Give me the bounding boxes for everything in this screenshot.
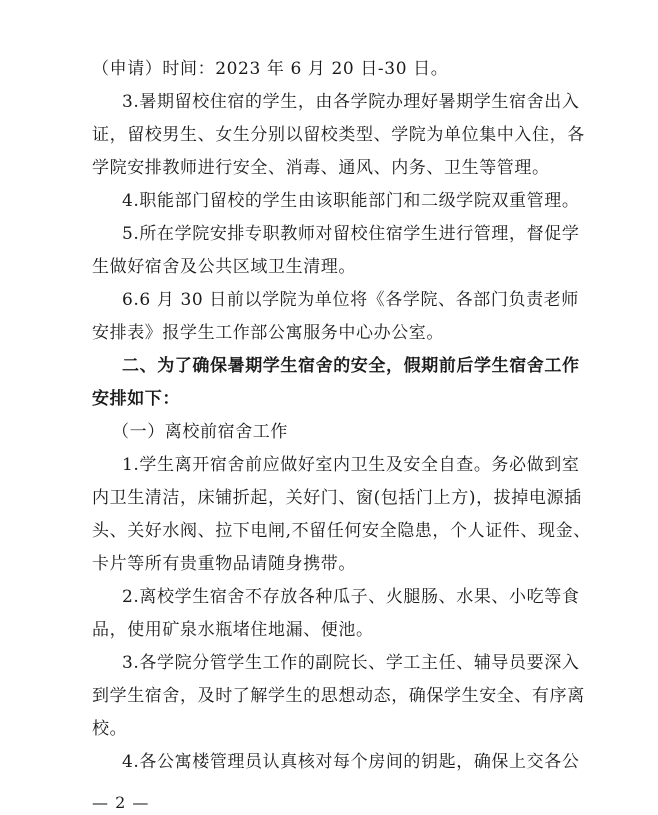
text-line-9: 安排表》报学生工作部公寓服务中心办公室。	[92, 323, 444, 343]
text-line-20: 到学生宿舍，及时了解学生的思想动态，确保学生安全、有序离	[92, 686, 585, 706]
text-line-7: 生做好宿舍及公共区域卫生清理。	[92, 257, 356, 277]
text-line-15: 头、关好水阀、拉下电闸,不留任何安全隐患，个人证件、现金、	[92, 521, 591, 541]
section-heading-line-2: 安排如下：	[92, 389, 180, 409]
text-line-14: 内卫生清洁，床铺折起，关好门、窗(包括门上方)，拔掉电源插	[92, 488, 582, 508]
text-line-1: （申请）时间：2023 年 6 月 20 日-30 日。	[92, 59, 449, 79]
text-line-8: 6.6 月 30 日前以学院为单位将《各学院、各部门负责老师	[122, 290, 579, 310]
page-number: — 2 —	[92, 793, 150, 812]
text-line-6: 5.所在学院安排专职教师对留校住宿学生进行管理，督促学	[122, 224, 580, 244]
section-heading-line-1: 二、为了确保暑期学生宿舍的安全，假期前后学生宿舍工作	[122, 356, 580, 376]
text-line-3: 证，留校男生、女生分别以留校类型、学院为单位集中入住，各	[92, 125, 585, 145]
text-line-13: 1.学生离开宿舍前应做好室内卫生及安全自查。务必做到室	[122, 455, 580, 475]
text-line-4: 学院安排教师进行安全、消毒、通风、内务、卫生等管理。	[92, 158, 550, 178]
subsection-heading: （一）离校前宿舍工作	[112, 422, 288, 442]
text-line-16: 卡片等所有贵重物品请随身携带。	[92, 554, 356, 574]
text-line-17: 2.离校学生宿舍不存放各种瓜子、火腿肠、水果、小吃等食	[122, 587, 580, 607]
text-line-2: 3.暑期留校住宿的学生，由各学院办理好暑期学生宿舍出入	[122, 92, 580, 112]
text-line-19: 3.各学院分管学生工作的副院长、学工主任、辅导员要深入	[122, 653, 580, 673]
text-line-18: 品，使用矿泉水瓶堵住地漏、便池。	[92, 620, 374, 640]
text-line-5: 4.职能部门留校的学生由该职能部门和二级学院双重管理。	[122, 191, 580, 211]
text-line-22: 4.各公寓楼管理员认真核对每个房间的钥匙，确保上交各公	[122, 752, 580, 772]
text-line-21: 校。	[92, 719, 128, 739]
